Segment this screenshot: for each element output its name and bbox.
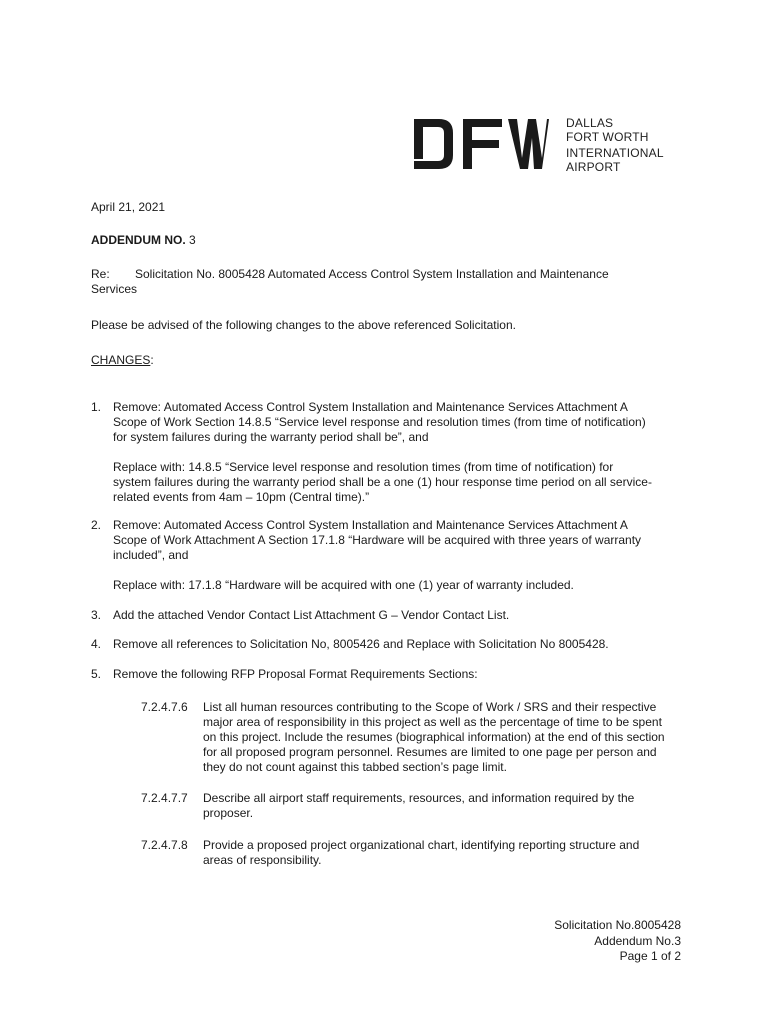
subsection-code: 7.2.4.7.8 bbox=[141, 838, 188, 852]
item-replace-text bbox=[113, 578, 685, 593]
item-number: 3. bbox=[91, 608, 102, 622]
addendum-number: 3 bbox=[189, 233, 196, 247]
subsection-code: 7.2.4.7.6 bbox=[141, 700, 188, 714]
text-line: List all human resources contributing to the Scope of Work / SRS and their respective bbox=[203, 700, 657, 714]
dfw-logo-wordmark bbox=[566, 117, 664, 174]
item-number: 5. bbox=[91, 667, 102, 681]
item-text: Add the attached Vendor Contact List Attachment G – Vendor Contact List. bbox=[113, 608, 510, 622]
page-footer bbox=[554, 918, 681, 965]
footer-solicitation: Solicitation No.8005428 bbox=[554, 918, 681, 932]
text-line: Provide a proposed project organizational chart, identifying reporting structure and bbox=[203, 838, 640, 852]
text-line: related events from 4am – 10pm (Central time).” bbox=[113, 490, 370, 504]
footer-addendum: Addendum No.3 bbox=[594, 933, 681, 948]
text-line: Replace with: 14.8.5 “Service level response and resolution times (from time of notification) for bbox=[113, 460, 614, 474]
text-line: they do not count against this tabbed section’s page limit. bbox=[203, 760, 507, 774]
text-line: system failures during the warranty period shall be a one (1) hour response time period on all service- bbox=[113, 475, 652, 489]
item-number: 1. bbox=[91, 400, 102, 414]
text-line: for all proposed program personnel. Resumes are limited to one page per person and bbox=[203, 745, 657, 759]
text-line: for system failures during the warranty period shall be”, and bbox=[113, 430, 429, 444]
subsection-text bbox=[203, 838, 681, 868]
item-number: 2. bbox=[91, 518, 102, 532]
logo-line: FORT WORTH bbox=[566, 129, 649, 144]
logo-line: DALLAS bbox=[566, 116, 614, 130]
text-line: areas of responsibility. bbox=[203, 853, 322, 867]
text-line: proposer. bbox=[203, 806, 254, 820]
addendum-heading bbox=[91, 233, 196, 248]
text-line: Replace with: 17.1.8 “Hardware will be acquired with one (1) year of warranty included. bbox=[113, 578, 574, 592]
text-line: Describe all airport staff requirements, resources, and information required by the bbox=[203, 791, 635, 805]
advisory-text: Please be advised of the following changes to the above referenced Solicitation. bbox=[91, 318, 516, 332]
text-line: Scope of Work Attachment A Section 17.1.8 “Hardware will be acquired with three years of warranty bbox=[113, 533, 642, 547]
item-replace-text bbox=[113, 460, 685, 505]
logo-line: AIRPORT bbox=[566, 159, 621, 174]
changes-heading-wrap bbox=[91, 353, 154, 368]
re-label: Re: bbox=[91, 267, 110, 281]
subsection-text bbox=[203, 791, 681, 821]
re-text-continued: Services bbox=[91, 282, 138, 296]
text-line: included”, and bbox=[113, 548, 189, 562]
changes-colon: : bbox=[150, 353, 154, 367]
logo-line: INTERNATIONAL bbox=[566, 146, 664, 160]
item-remove-text bbox=[113, 518, 685, 563]
addendum-label: ADDENDUM NO. bbox=[91, 233, 186, 247]
item-remove-text bbox=[113, 400, 685, 445]
item-number: 4. bbox=[91, 637, 102, 651]
dfw-logo-mark bbox=[413, 118, 549, 170]
re-text: Solicitation No. 8005428 Automated Access Control System Installation and Maintenance bbox=[135, 267, 609, 281]
item-text: Remove all references to Solicitation No, 8005426 and Replace with Solicitation No 8005428. bbox=[113, 637, 609, 651]
changes-heading: CHANGES bbox=[91, 353, 151, 367]
text-line: Remove: Automated Access Control System Installation and Maintenance Services Attachment A bbox=[113, 518, 628, 532]
footer-page-number: Page 1 of 2 bbox=[619, 949, 681, 963]
item-text: Remove the following RFP Proposal Format Requirements Sections: bbox=[113, 667, 478, 681]
text-line: on this project. Include the resumes (biographical information) at the end of this section bbox=[203, 730, 665, 744]
text-line: Scope of Work Section 14.8.5 “Service level response and resolution times (from time of notification) bbox=[113, 415, 646, 429]
text-line: Remove: Automated Access Control System Installation and Maintenance Services Attachment A bbox=[113, 400, 628, 414]
subsection-code: 7.2.4.7.7 bbox=[141, 791, 188, 805]
subject-line bbox=[91, 267, 691, 297]
text-line: major area of responsibility in this project as well as the percentage of time to be spent bbox=[203, 715, 662, 729]
letter-date: April 21, 2021 bbox=[91, 200, 166, 214]
subsection-text bbox=[203, 700, 681, 775]
